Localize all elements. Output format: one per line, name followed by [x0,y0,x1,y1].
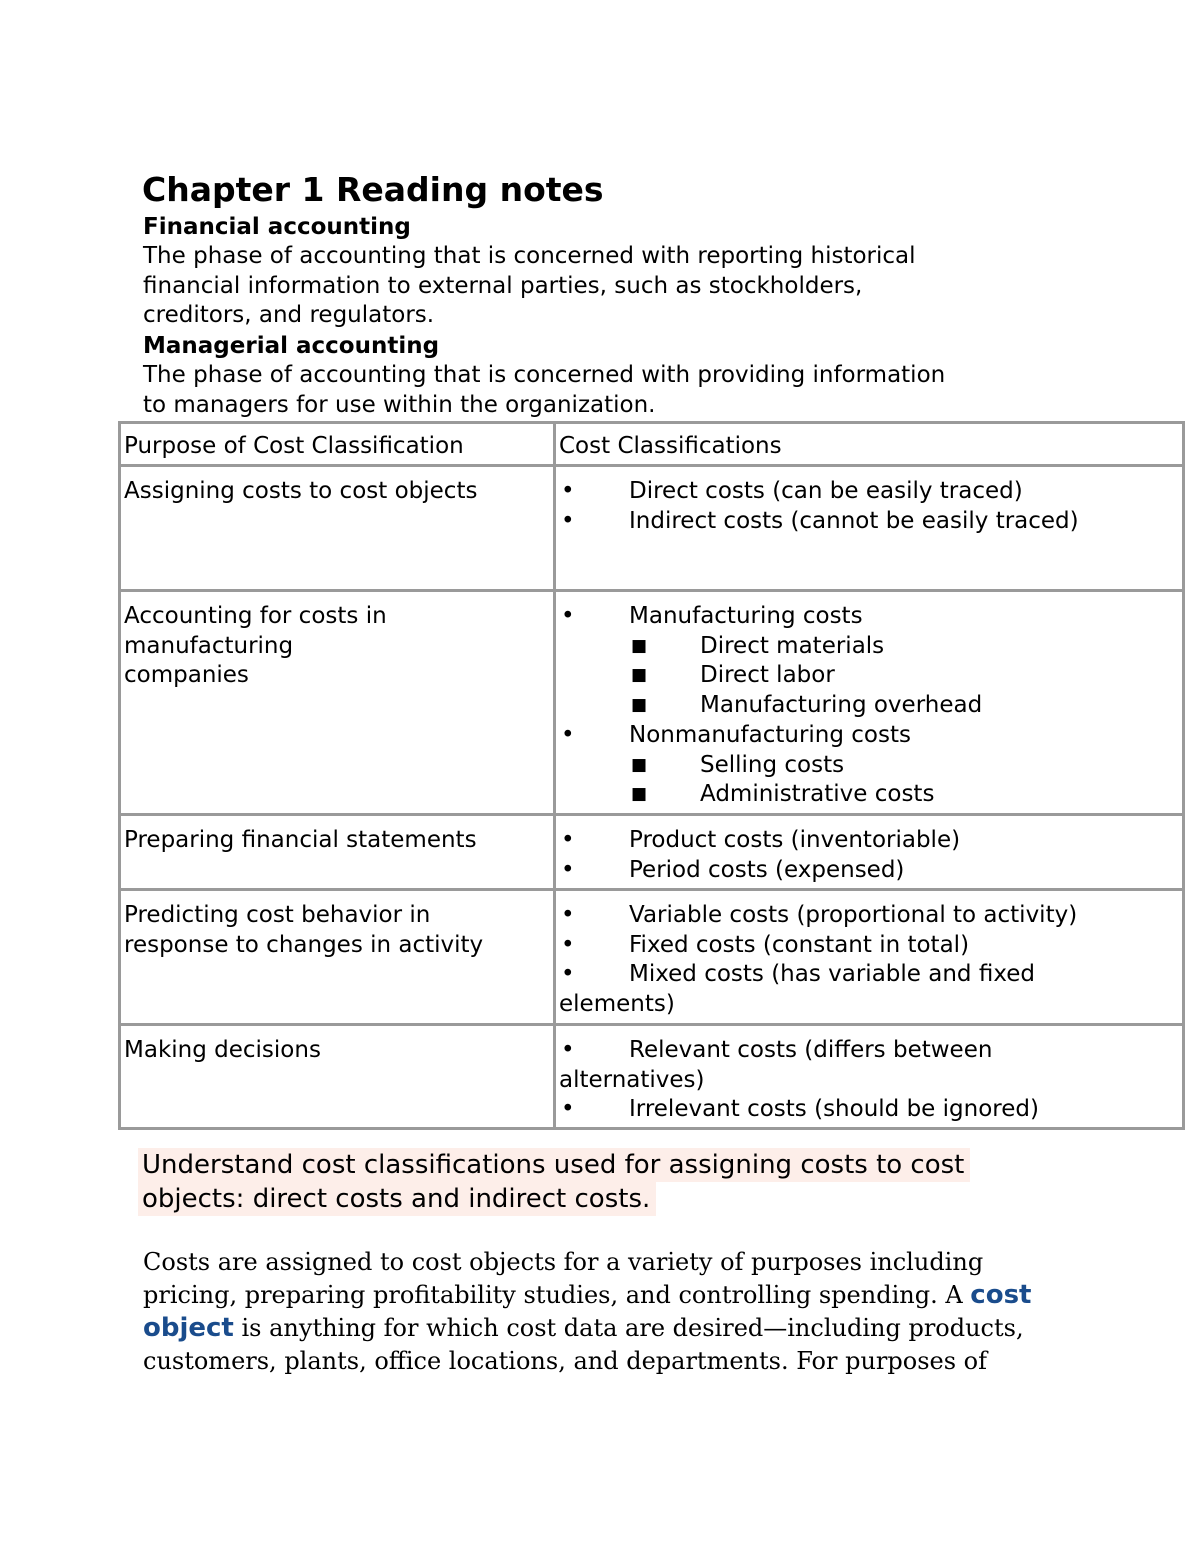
bullet-item: • Product costs (inventoriable) [559,826,1180,856]
column-header-purpose: Purpose of Cost Classification [120,423,555,466]
bullet-marker: • [561,478,575,504]
bullet-item: • Mixed costs (has variable and fixed [559,960,1180,990]
classifications-cell [555,815,1184,890]
column-header-classifications: Cost Classifications [555,423,1184,466]
purpose-cell [120,890,555,1025]
text-line: object is anything for which cost data are desired—including products, [143,1313,1024,1343]
text-line: to managers for use within the organization. [143,391,656,418]
sub-item: ■ Selling costs [559,751,1180,781]
financial-accounting-heading: Financial accounting [143,214,411,240]
bullet-item: • Variable costs (proportional to activity) [559,901,1180,931]
bullet-item: • Direct costs (can be easily traced) [559,477,1180,507]
table-header-row [120,423,1184,466]
sub-item: ■ Administrative costs [559,780,1180,810]
bullet-item: • Relevant costs (differs between [559,1036,1180,1066]
purpose-text: Preparing financial statements [124,827,477,853]
table-row [120,466,1184,591]
sub-item: ■ Manufacturing overhead [559,691,1180,721]
square-marker: ■ [631,635,648,656]
text-line: The phase of accounting that is concerned with providing information [143,362,946,388]
square-marker: ■ [631,665,648,686]
table-row [120,1025,1184,1129]
bullet-continuation: alternatives) [559,1066,705,1093]
purpose-text: Accounting for costs in [124,603,387,629]
text-line: customers, plants, office locations, and departments. For purposes of [143,1347,988,1375]
managerial-accounting-heading: Managerial accounting [143,333,440,359]
classifications-cell [555,466,1184,591]
bullet-marker: • [561,1096,575,1123]
classifications-cell [555,890,1184,1025]
body-paragraph [143,1246,1031,1378]
sub-item: ■ Direct materials [559,632,1180,662]
bullet-item: • Indirect costs (cannot be easily traced) [559,507,1180,537]
bullet-marker: • [561,603,575,629]
classifications-cell [555,1025,1184,1129]
bullet-marker: • [561,507,575,534]
key-term: object [143,1313,234,1343]
text-line: The phase of accounting that is concerned with reporting historical [143,243,916,269]
financial-accounting-definition [143,242,916,331]
purpose-text: Predicting cost behavior in [124,902,431,928]
learning-objective [138,1148,970,1216]
learning-objective-line: objects: direct costs and indirect costs. [138,1182,656,1216]
bullet-item: • Irrelevant costs (should be ignored) [559,1095,1180,1125]
square-marker: ■ [631,784,648,805]
bullet-item: • Period costs (expensed) [559,856,1180,886]
bullet-marker: • [561,1037,575,1063]
square-marker: ■ [631,695,648,716]
purpose-cell [120,466,555,591]
purpose-text: Making decisions [124,1037,321,1063]
square-marker: ■ [631,754,648,775]
bullet-marker: • [561,856,575,883]
managerial-accounting-definition [143,361,945,420]
purpose-text: Assigning costs to cost objects [124,478,478,504]
text-line: creditors, and regulators. [143,302,435,328]
purpose-text: manufacturing [124,632,294,659]
bullet-marker: • [561,961,575,988]
bullet-item: • Fixed costs (constant in total) [559,931,1180,961]
learning-objective-line: Understand cost classifications used for assigning costs to cost [138,1148,970,1182]
table-row [120,815,1184,890]
text-line: pricing, preparing profitability studies, and controlling spending. A cost [143,1280,1032,1310]
table-row [120,890,1184,1025]
bullet-item: • Manufacturing costs [559,602,1180,632]
bullet-marker: • [561,902,575,928]
bullet-marker: • [561,827,575,853]
bullet-marker: • [561,931,575,958]
bullet-marker: • [561,721,575,748]
purpose-text: companies [124,662,249,689]
bullet-item: • Nonmanufacturing costs [559,721,1180,751]
sub-item: ■ Direct labor [559,661,1180,691]
purpose-text: response to changes in activity [124,931,484,958]
text-line: Costs are assigned to cost objects for a variety of purposes including [143,1248,984,1276]
bullet-continuation: elements) [559,991,675,1018]
table-row [120,591,1184,815]
purpose-cell [120,1025,555,1129]
cost-classification-table [118,421,1185,1130]
purpose-cell [120,591,555,815]
purpose-cell [120,815,555,890]
text-line: financial information to external parties, such as stockholders, [143,272,863,299]
classifications-cell [555,591,1184,815]
key-term: cost [970,1280,1032,1310]
page-title: Chapter 1 Reading notes [142,170,604,209]
